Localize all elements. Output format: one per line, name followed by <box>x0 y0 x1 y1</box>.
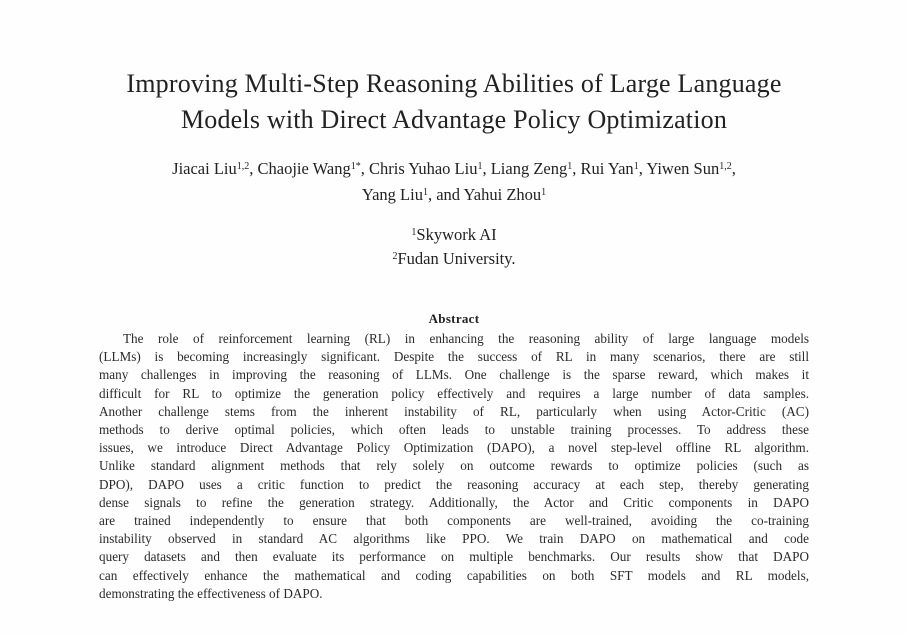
title-line: Improving Multi-Step Reasoning Abilities of Large Language <box>126 69 782 98</box>
affiliation-marker: 1,2 <box>236 161 250 172</box>
abstract-line: query datasets and then evaluate its performance on multiple benchmarks. Our results show that DAPO <box>99 549 809 565</box>
abstract-line: difficult for RL to optimize the generation policy effectively and requires a large number of data samples. <box>99 385 809 401</box>
abstract-line: dense signals to refine the generation strategy. Additionally, the Actor and Critic components in DAPO <box>99 494 809 510</box>
affiliation-marker: 1 <box>411 227 417 238</box>
affiliation-marker: 1 <box>567 161 573 172</box>
author-list <box>40 156 868 208</box>
abstract-line: issues, we introduce Direct Advantage Policy Optimization (DAPO), a novel step-level offline RL algorithm. <box>99 440 809 456</box>
author-line: Jiacai Liu$^{1,2}$, Chaojie Wang$^{1*}$, Chris Yuhao Liu$^1$, Liang Zeng$^1$, Rui Yan$^1$, Yiwen Sun$^{1,2}$, <box>172 159 736 178</box>
abstract-line: (LLMs) is becoming increasingly significant. Despite the success of RL in many scenarios, there are still <box>99 349 809 365</box>
affiliation-marker: 2 <box>392 251 398 262</box>
abstract-line: DPO), DAPO uses a critic function to predict the reasoning accuracy at each step, thereby generating <box>99 476 809 492</box>
abstract-body <box>99 330 809 603</box>
author-line: Yang Liu$^1$, and Yahui Zhou$^1$ <box>361 185 547 204</box>
paper-title <box>40 66 868 138</box>
affiliation-marker: 1,2 <box>719 161 732 172</box>
abstract-line: Another challenge stems from the inherent instability of RL, particularly when using Actor-Critic (AC) <box>99 403 809 419</box>
abstract-line: instability observed in standard AC algorithms like PPO. We train DAPO on mathematical and code <box>99 531 809 547</box>
abstract-line: demonstrating the effectiveness of DAPO. <box>99 585 323 601</box>
affiliation-list <box>40 223 868 271</box>
affiliation-marker: 1 <box>541 187 547 198</box>
affiliation-marker: 1 <box>477 161 483 172</box>
affiliation-line: $^1$Skywork AI <box>411 225 497 244</box>
abstract-line: Unlike standard alignment methods that rely solely on outcome rewards to optimize policies (such as <box>99 458 809 474</box>
abstract-line: are trained independently to ensure that both components are well-trained, avoiding the co-training <box>99 513 809 529</box>
affiliation-marker: 1 <box>422 187 428 198</box>
abstract-line: The role of reinforcement learning (RL) in enhancing the reasoning ability of large language models <box>123 331 809 346</box>
abstract-line: methods to derive optimal policies, which often leads to unstable training processes. To address these <box>99 422 809 438</box>
abstract-heading: Abstract <box>428 311 480 326</box>
affiliation-line: $^2$Fudan University. <box>392 249 516 268</box>
abstract-line: many challenges in improving the reasoning of LLMs. One challenge is the sparse reward, which makes it <box>99 367 809 383</box>
affiliation-marker: 1* <box>350 161 361 172</box>
abstract-line: can effectively enhance the mathematical and coding capabilities on both SFT models and RL models, <box>99 567 809 583</box>
title-line: Models with Direct Advantage Policy Optimization <box>180 105 728 134</box>
affiliation-marker: 1 <box>633 161 639 172</box>
